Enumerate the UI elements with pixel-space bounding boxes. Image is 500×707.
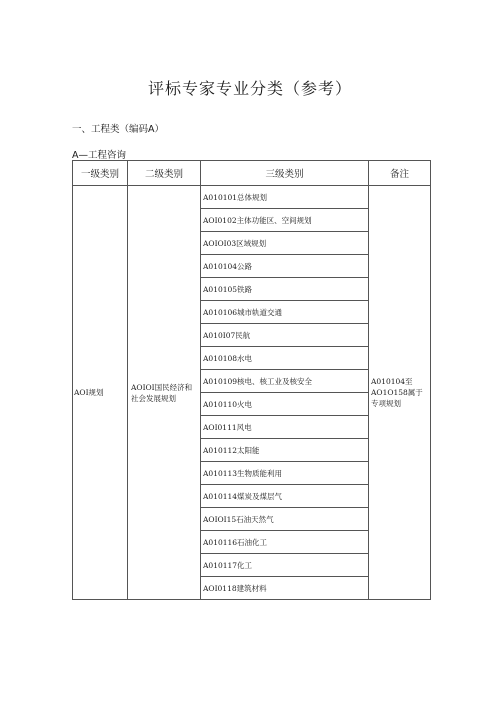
level3-cell: A010101总体规划	[201, 186, 369, 209]
level3-cell: A010116石油化工	[201, 531, 369, 554]
level3-cell: AOIOI15石油天然气	[201, 508, 369, 531]
level3-cell: A010106城市轨道交通	[201, 301, 369, 324]
level3-cell: A010114煤炭及煤层气	[201, 485, 369, 508]
table-row	[73, 186, 431, 209]
level2-cell: AOIOI国民经济和社会发展规划	[128, 186, 201, 600]
level3-cell: A010112太阳能	[201, 439, 369, 462]
level3-cell: A010104公路	[201, 255, 369, 278]
header-level3: 三级类别	[201, 161, 369, 186]
level3-cell: A010108水电	[201, 347, 369, 370]
level3-cell: A010I07民航	[201, 324, 369, 347]
level3-cell: AOIOI03区域规划	[201, 232, 369, 255]
level3-cell: A010109核电、核工业及核安全	[201, 370, 369, 393]
level3-cell: A010105铁路	[201, 278, 369, 301]
level3-cell: AOI0102主体功能区、空间规划	[201, 209, 369, 232]
level3-cell: A010110火电	[201, 393, 369, 416]
level3-cell: AOI0111风电	[201, 416, 369, 439]
header-level1: 一级类别	[73, 161, 128, 186]
table-header-row	[73, 161, 431, 186]
level1-cell: AOI规划	[73, 186, 128, 600]
note-cell: A010104至AO1O158属于专项规划	[369, 186, 431, 600]
category-table	[72, 160, 431, 600]
level3-cell: A010113生物质能利用	[201, 462, 369, 485]
header-level2: 二级类别	[128, 161, 201, 186]
section-heading: 一、工程类（编码A）	[72, 124, 164, 135]
subsection-heading: A—工程咨询	[72, 150, 126, 161]
level3-cell: AOI0118建筑材料	[201, 577, 369, 600]
level3-cell: A010117化工	[201, 554, 369, 577]
page-title: 评标专家专业分类（参考）	[147, 79, 352, 98]
header-note: 备注	[369, 161, 431, 186]
